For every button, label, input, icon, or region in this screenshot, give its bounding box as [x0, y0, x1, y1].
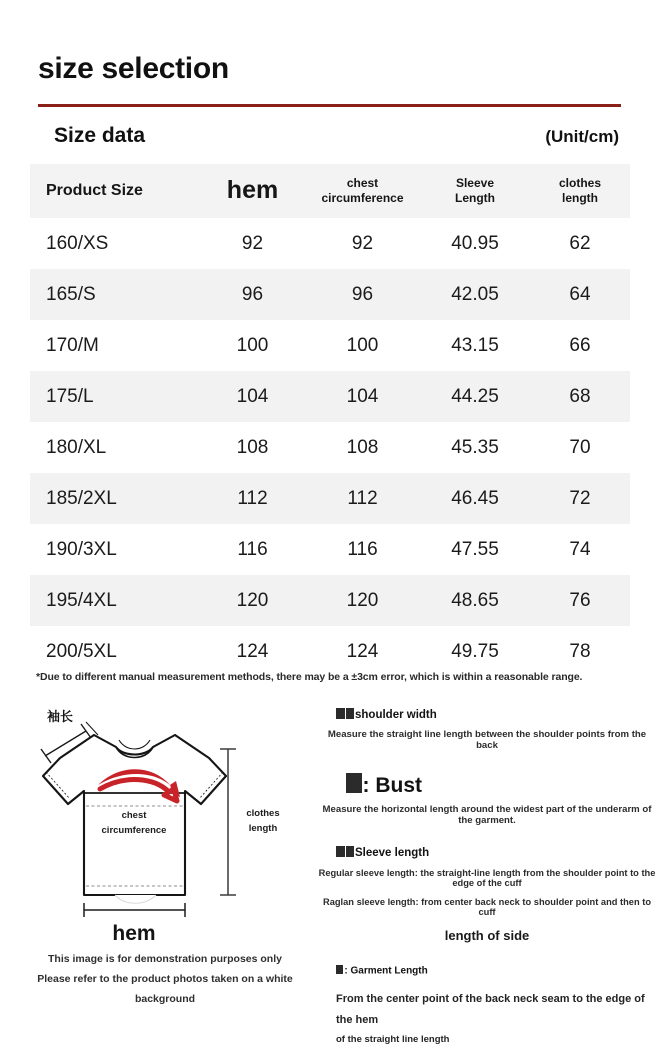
cell-hem: 116 [237, 538, 268, 560]
cell-sleeve: 46.45 [451, 487, 499, 509]
cell-product-size: 165/S [46, 283, 96, 305]
shoulder-width-heading [336, 708, 656, 721]
column-header-sleeve-length [420, 164, 530, 218]
cell-product-size: 200/5XL [46, 640, 117, 662]
column-header-clothes-length [530, 164, 630, 218]
table-row [30, 422, 630, 473]
cell-clothes: 78 [569, 640, 591, 662]
cell-product-size: 180/XL [46, 436, 107, 458]
cell-sleeve: 49.75 [451, 640, 499, 662]
cell-chest: 120 [346, 589, 379, 611]
bust-body: Measure the horizontal length around the widest part of the underarm of the garment. [322, 803, 652, 826]
cell-clothes: 62 [569, 232, 591, 254]
size-table [30, 164, 630, 677]
red-divider-rule [38, 104, 621, 107]
shoulder-width-heading-text: shoulder width [355, 708, 437, 721]
cell-chest: 92 [351, 232, 374, 254]
column-header-chest-line1: chest [346, 176, 379, 190]
column-header-hem: hem [226, 176, 279, 205]
cell-sleeve: 42.05 [451, 283, 499, 305]
shoulder-width-body: Measure the straight line length between the shoulder points from the back [327, 728, 647, 751]
hem-dimension-line [84, 903, 185, 917]
cell-product-size: 160/XS [46, 232, 109, 254]
table-row [30, 371, 630, 422]
missing-glyph-icon [336, 846, 345, 857]
sleeve-length-heading-text: Sleeve length [355, 846, 430, 859]
column-header-clothes-line2: length [562, 191, 598, 205]
cell-product-size: 170/M [46, 334, 99, 356]
diagram-caption [20, 950, 310, 1010]
cell-sleeve: 48.65 [451, 589, 499, 611]
unit-label: (Unit/cm) [545, 127, 619, 146]
missing-glyph-icon [336, 708, 345, 719]
table-row [30, 626, 630, 677]
cell-hem: 124 [236, 640, 269, 662]
column-header-product-size: Product Size [46, 182, 143, 199]
column-header-chest-circumference [305, 164, 420, 218]
column-header-chest-line2: circumference [321, 191, 404, 205]
cell-hem: 104 [236, 385, 269, 407]
chest-label-line2: circumference [101, 825, 167, 836]
column-header-clothes-line1: clothes [558, 176, 601, 190]
cell-clothes: 64 [569, 283, 591, 305]
cell-clothes: 76 [569, 589, 591, 611]
table-row [30, 473, 630, 524]
cell-hem: 100 [236, 334, 269, 356]
table-header-row [30, 164, 630, 218]
clothes-length-label-line2: length [248, 823, 278, 834]
missing-glyph-icon [346, 846, 355, 857]
cell-product-size: 175/L [46, 385, 94, 407]
cell-product-size: 185/2XL [46, 487, 117, 509]
bust-heading [346, 773, 656, 798]
missing-glyph-icon [336, 965, 343, 975]
cell-hem: 92 [241, 232, 264, 254]
size-table-body [30, 218, 630, 677]
table-caption-row [38, 124, 621, 158]
garment-length-body-line2: of the straight line length [336, 1034, 450, 1046]
cell-hem: 108 [236, 436, 269, 458]
cell-chest: 100 [346, 334, 379, 356]
column-header-sleeve-line1: Sleeve [455, 176, 495, 190]
cell-clothes: 72 [569, 487, 591, 509]
cell-sleeve: 45.35 [451, 436, 499, 458]
garment-length-body [336, 989, 656, 1049]
cell-hem: 112 [237, 487, 268, 509]
cell-chest: 124 [346, 640, 379, 662]
cell-sleeve: 44.25 [451, 385, 499, 407]
length-of-side-label: length of side [444, 927, 530, 943]
measurement-disclaimer: *Due to different manual measurement methods, there may be a ±3cm error, which is within a reasonable range. [36, 671, 583, 683]
cell-clothes: 70 [569, 436, 591, 458]
cell-hem: 96 [241, 283, 264, 305]
chest-label-line1: chest [121, 810, 147, 821]
tshirt-diagram [20, 705, 320, 955]
cell-product-size: 190/3XL [46, 538, 117, 560]
table-row [30, 320, 630, 371]
tshirt-diagram-svg [20, 705, 320, 955]
cell-clothes: 66 [569, 334, 591, 356]
diagram-caption-line1: This image is for demonstration purposes only [48, 953, 282, 965]
size-data-title: Size data [54, 124, 146, 147]
cell-chest: 96 [351, 283, 374, 305]
table-row [30, 269, 630, 320]
measurement-instructions [318, 708, 656, 1046]
diagram-caption-line2: Please refer to the product photos taken on a white background [37, 972, 293, 1005]
cell-clothes: 74 [569, 538, 591, 560]
table-row [30, 575, 630, 626]
cell-sleeve: 40.95 [451, 232, 499, 254]
cell-product-size: 195/4XL [46, 589, 117, 611]
bust-heading-text: : Bust [362, 773, 423, 797]
cell-clothes: 68 [569, 385, 591, 407]
cell-chest: 104 [346, 385, 379, 407]
cell-chest: 112 [347, 487, 378, 509]
missing-glyph-icon [346, 773, 362, 793]
sleeve-length-heading [336, 846, 656, 859]
page-title: size selection [38, 52, 229, 85]
garment-length-heading [336, 965, 656, 977]
table-row [30, 524, 630, 575]
sleeve-raglan-body: Raglan sleeve length: from center back neck to shoulder point and then to cuff [322, 896, 652, 917]
hem-label: hem [112, 922, 156, 945]
garment-length-body-line1: From the center point of the back neck seam to the edge of the hem [336, 993, 645, 1027]
cell-hem: 120 [236, 589, 269, 611]
cell-chest: 116 [347, 538, 378, 560]
garment-length-heading-text: : Garment Length [344, 965, 428, 977]
cell-sleeve: 43.15 [451, 334, 499, 356]
clothes-length-label-line1: clothes [246, 808, 280, 819]
table-row [30, 218, 630, 269]
missing-glyph-icon [346, 708, 355, 719]
column-header-sleeve-line2: Length [455, 191, 495, 205]
cell-chest: 108 [346, 436, 379, 458]
sleeve-length-label: 袖长 [47, 710, 74, 725]
sleeve-regular-body: Regular sleeve length: the straight-line length from the shoulder point to the edge of the cuff [318, 867, 656, 888]
cell-sleeve: 47.55 [451, 538, 499, 560]
